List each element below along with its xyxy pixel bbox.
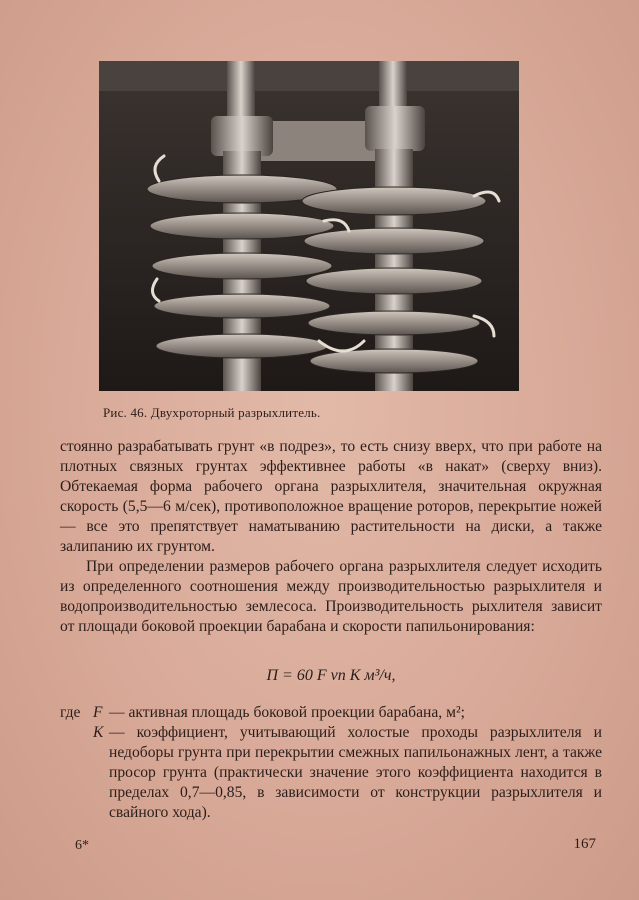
formula: П = 60 F vп K м³/ч, [266, 667, 396, 684]
definition-text: — активная площадь боковой проекции барабана, м²; [109, 704, 465, 721]
paragraph: стоянно разрабатывать грунт «в подрез», то есть снизу вверх, что при работе на плотных связных грунтах эффективнее работы «в накат» (сверху вниз). Обтекаемая форма рабочего органа разрыхлителя, значительная окружная скорость (5,5—6 м/сек), противоположное вращение роторов, перекрытие ножей — все это препятствует наматыванию растительности на диски, а также залипанию их грунтом. [60, 438, 602, 555]
definition-lead [60, 723, 93, 823]
signature-mark: 6* [75, 838, 89, 853]
paragraph: При определении размеров рабочего органа разрыхлителя следует исходить из определенного соотношения между производительностью разрыхлителя и водопроизводительностью землесоса. Производительность рыхлителя зависит от площади боковой проекции барабана и скорости папильонирования: [60, 558, 602, 635]
definition-item [60, 723, 602, 823]
rotor-photo-illustration [99, 61, 519, 391]
definition-symbol: K [93, 724, 104, 741]
figure-photo [99, 61, 519, 391]
definition-item [60, 703, 602, 723]
definition-text: — коэффициент, учитывающий холостые проходы разрыхлителя и недоборы грунта при перекрытии смежных папильонажных лент, а также просор грунта (практически значение этого коэффициента находится в пределах 0,7—0,85, в зависимости от конструкции разрыхлителя и свайного хода). [109, 724, 602, 821]
definition-lead: где [60, 704, 81, 721]
page-number: 167 [573, 836, 596, 852]
body-text [60, 437, 602, 637]
figure-caption: Рис. 46. Двухроторный разрыхлитель. [103, 405, 321, 420]
definitions-list [60, 703, 602, 823]
definition-symbol: F [93, 704, 103, 721]
